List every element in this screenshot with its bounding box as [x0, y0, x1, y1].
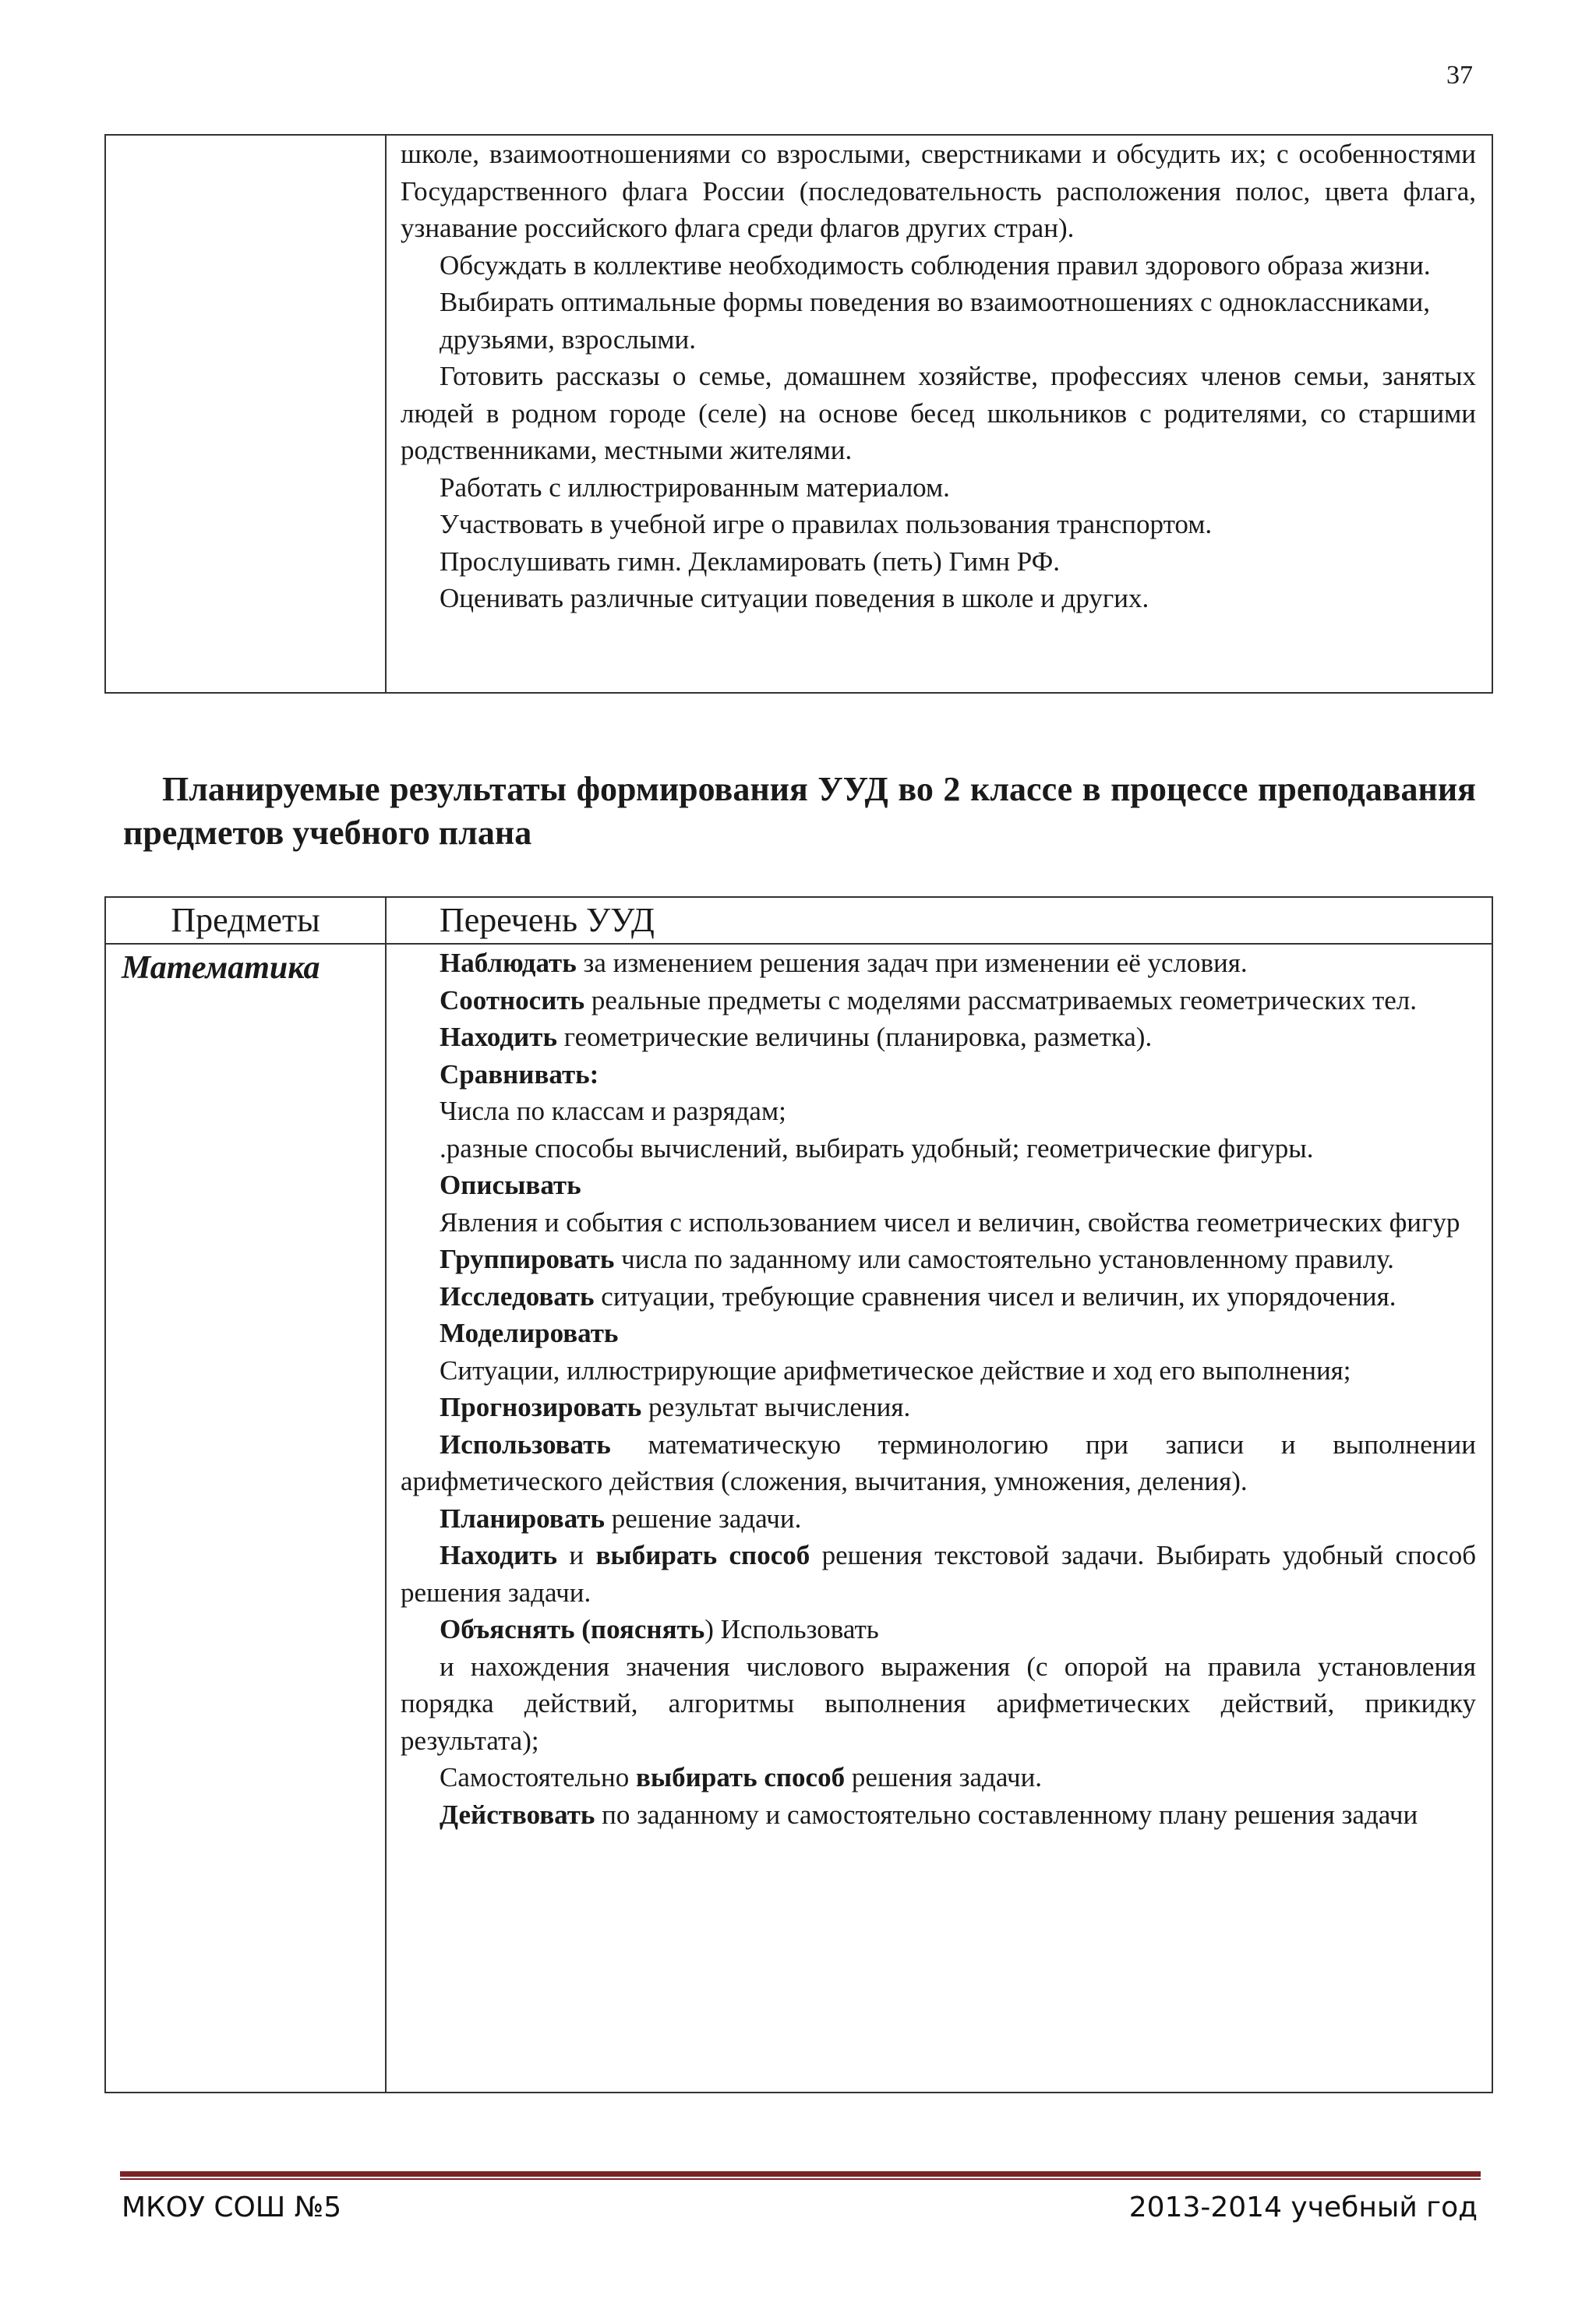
- subject-cell: [105, 944, 386, 2093]
- uud-paragraph: Прослушивать гимн. Декламировать (петь) Гимн РФ.: [440, 546, 1061, 577]
- uud-paragraph: Выбирать оптимальные формы поведения во взаимоотношениях с одноклассниками, друзьями, взрослыми.: [440, 287, 1430, 355]
- uud-text: по заданному и самостоятельно составленному плану решения задачи: [595, 1799, 1418, 1830]
- uud-verb: Соотносить: [440, 984, 585, 1015]
- header-subjects: Предметы: [105, 897, 386, 944]
- uud-item: [401, 1019, 1476, 1056]
- uud-item: [401, 1352, 1476, 1390]
- uud-text: Явления и события с использованием чисел и величин, свойства геометрических фигур: [440, 1206, 1460, 1238]
- uud-verb: Наблюдать: [440, 948, 577, 978]
- uud-verb: выбирать способ: [635, 1762, 846, 1792]
- uud-text: реальные предметы с моделями рассматриваемых геометрических тел.: [584, 984, 1418, 1015]
- uud-item: [401, 982, 1476, 1019]
- uud-verb: Прогнозировать: [440, 1392, 642, 1422]
- uud-item: [401, 1056, 1476, 1093]
- uud-text: за изменением решения задач при изменении её условия.: [576, 948, 1248, 978]
- subject-name: Математика: [122, 950, 320, 986]
- uud-text: геометрические величины (планировка, разметка).: [556, 1022, 1153, 1052]
- uud-text: Ситуации, иллюстрирующие арифметическое действие и ход его выполнения;: [440, 1354, 1351, 1386]
- footer-year: 2013-2014 учебный год: [1128, 2192, 1478, 2223]
- uud-verb: Исследовать: [440, 1280, 595, 1312]
- uud-table: [104, 896, 1493, 2093]
- uud-item: [401, 1796, 1476, 1834]
- page-number: 37: [1446, 61, 1473, 90]
- uud-item: [401, 1389, 1476, 1426]
- uud-text: решения задачи.: [845, 1762, 1043, 1792]
- uud-paragraph: Участвовать в учебной игре о правилах пользования транспортом.: [440, 509, 1213, 539]
- uud-text: и: [556, 1540, 596, 1570]
- uud-paragraph: Обсуждать в коллективе необходимость соблюдения правил здорового образа жизни.: [440, 249, 1431, 281]
- uud-text: числа по заданному или самостоятельно установленному правилу.: [614, 1244, 1394, 1274]
- uud-verb: Сравнивать:: [440, 1058, 599, 1090]
- uud-verb: Использовать: [440, 1429, 611, 1460]
- uud-item: [401, 1759, 1476, 1796]
- uud-item: [401, 1130, 1476, 1167]
- uud-verb: Находить: [440, 1022, 557, 1052]
- subject-cell-empty: [105, 135, 386, 693]
- uud-verb: Действовать: [440, 1799, 595, 1830]
- uud-text: Числа по классам и разрядам;: [440, 1096, 786, 1126]
- uud-item: [401, 1611, 1476, 1648]
- section-title: Планируемые результаты формирования УУД во 2 классе в процессе преподавания предметов учебного плана: [123, 770, 1476, 852]
- uud-text: математическую терминологию при записи и выполнении арифметического действия (сложения, вычитания, умножения, деления).: [401, 1429, 1476, 1496]
- uud-text: ситуации, требующие сравнения чисел и величин, их упорядочения.: [594, 1280, 1396, 1312]
- uud-text: решения текстовой задачи. Выбирать удобный способ решения задачи.: [401, 1540, 1477, 1608]
- uud-item: [401, 945, 1476, 982]
- uud-paragraph: Работать с иллюстрированным материалом.: [440, 472, 950, 503]
- uud-item: [401, 1241, 1476, 1278]
- uud-text: решение задачи.: [604, 1503, 802, 1534]
- uud-verb: Группировать: [440, 1244, 615, 1274]
- uud-text: ) Использовать: [704, 1614, 879, 1644]
- uud-item: [401, 1204, 1476, 1241]
- uud-item: [401, 1500, 1476, 1538]
- uud-paragraph: Готовить рассказы о семье, домашнем хозяйстве, профессиях членов семьи, занятых людей в родном городе (селе) на основе бесед школьников с родителями, со старшими родственниками, местными жителями.: [401, 361, 1476, 465]
- uud-verb: выбирать способ: [595, 1540, 810, 1570]
- uud-item: [401, 1315, 1476, 1352]
- uud-item: [401, 1426, 1476, 1500]
- uud-verb: Объяснять (пояснять: [440, 1614, 705, 1644]
- uud-verb: Описывать: [440, 1170, 581, 1200]
- uud-paragraph: школе, взаимоотношениями со взрослыми, сверстниками и обсудить их; с особенностями Государственного флага России (последовательность расположения полос, цвета флага, узнавание российского флага среди флагов других стран).: [401, 139, 1476, 243]
- uud-text: .разные способы вычислений, выбирать удобный; геометрические фигуры.: [440, 1132, 1314, 1164]
- uud-paragraph: Оценивать различные ситуации поведения в школе и других.: [440, 583, 1149, 613]
- continuation-table: [104, 134, 1493, 694]
- uud-item: [401, 1278, 1476, 1316]
- uud-text: и нахождения значения числового выражения (с опорой на правила установления порядка действий, алгоритмы выполнения арифметических действий, прикидку результата);: [401, 1651, 1476, 1756]
- footer-divider: [120, 2171, 1481, 2181]
- uud-verb: Находить: [440, 1540, 557, 1570]
- uud-text: Самостоятельно: [440, 1762, 636, 1792]
- uud-verb: Планировать: [440, 1503, 605, 1534]
- uud-item: [401, 1537, 1476, 1611]
- uud-item: [401, 1093, 1476, 1130]
- uud-text: результат вычисления.: [641, 1392, 911, 1422]
- uud-verb: Моделировать: [440, 1318, 619, 1348]
- uud-list-cell: [386, 944, 1492, 2093]
- footer-school: МКОУ СОШ №5: [122, 2192, 342, 2223]
- uud-list-cell: [386, 135, 1492, 693]
- uud-item: [401, 1167, 1476, 1204]
- uud-item: [401, 1648, 1476, 1760]
- header-uud-list: Перечень УУД: [386, 897, 1492, 944]
